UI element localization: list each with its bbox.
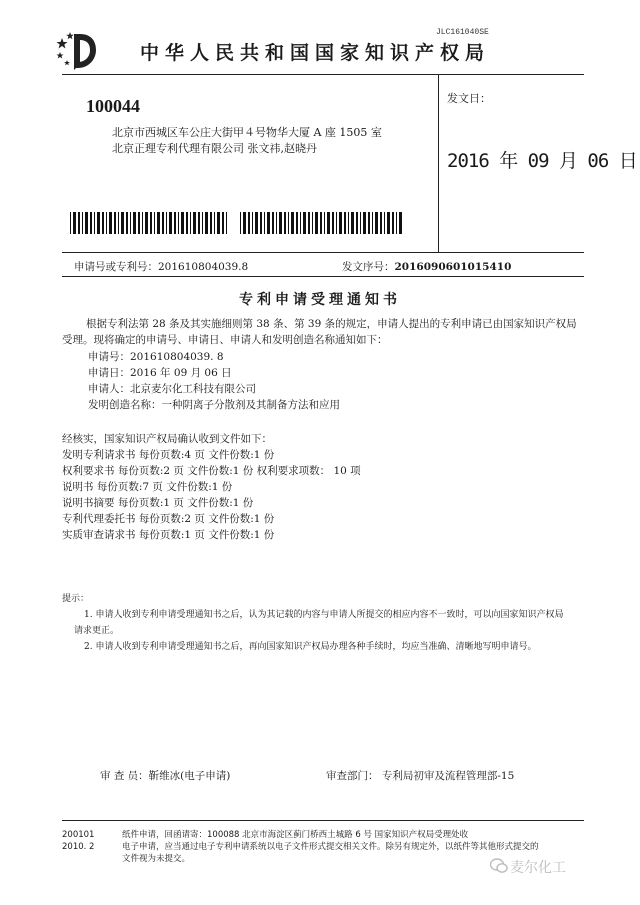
barcode-bar [226, 212, 227, 234]
applicant-line: 申请人：北京麦尔化工科技有限公司 [88, 383, 256, 395]
barcode-bar [214, 212, 215, 234]
barcode-bar [324, 212, 325, 234]
barcode-bar [154, 212, 155, 234]
address-line-1: 北京市西城区车公庄大街甲４号物华大厦 A 座 1505 室 [112, 126, 382, 139]
header-rule [62, 74, 584, 75]
barcode-bar [193, 212, 196, 234]
barcode-bar [348, 212, 349, 234]
barcode-bar [178, 212, 179, 234]
barcode-bar [217, 212, 220, 234]
barcode-bar [240, 212, 241, 234]
application-number-label: 申请号或专利号： [74, 261, 158, 273]
document-item: 说明书 每份页数:7 页 文件份数:1 份 [62, 481, 233, 493]
barcode-bar [332, 212, 334, 234]
form-version: 2010. 2 [62, 842, 95, 852]
postcode: 100044 [86, 96, 140, 116]
barcode-bar [356, 212, 358, 234]
barcode-bar [138, 212, 140, 234]
note-2: 2. 申请人收到专利申请受理通知书之后，再向国家知识产权局办理各种手续时，均应当准确、清晰地写明申请号。 [84, 642, 537, 652]
barcode-bar [190, 212, 191, 234]
barcode-bar [368, 212, 370, 234]
notes-heading: 提示： [62, 594, 90, 604]
application-number-line: 申请号：201610804039. 8 [88, 351, 224, 363]
barcode-bar [363, 212, 366, 234]
barcode-bar [186, 212, 188, 234]
barcode-bar [126, 212, 128, 234]
barcode-bar [162, 212, 164, 234]
watermark-text: 麦尔化工 [510, 860, 566, 876]
barcode-bar [97, 212, 100, 234]
address-line-2: 北京正理专利代理有限公司 张文祎,赵晓丹 [112, 142, 317, 155]
intro-paragraph: 根据专利法第 28 条及其实施细则第 38 条、第 39 条的规定，申请人提出的专利申请已由国家知识产权局受理。现将确定的申请号、申请日、申请人和发明创造名称通知如下： [62, 318, 577, 346]
barcode-bar [73, 212, 76, 234]
barcode-bar [288, 212, 289, 234]
barcode-bar [106, 212, 107, 234]
document-item: 说明书摘要 每份页数:1 页 文件份数:1 份 [62, 497, 254, 509]
form-code: 200101 [62, 830, 95, 840]
office-name: 中华人民共和国国家知识产权局 [140, 42, 491, 64]
barcode-bar [78, 212, 80, 234]
barcode-bar [392, 212, 394, 234]
barcode-bar [284, 212, 286, 234]
barcode-bar [114, 212, 116, 234]
barcode-bar [174, 212, 176, 234]
serial-number-label: 发文序号： [342, 261, 395, 273]
barcode-bar [384, 212, 385, 234]
wechat-icon [490, 858, 508, 874]
footer-electronic-instructions-continued: 文件视为未提交。 [122, 854, 191, 864]
note-1-continued: 请求更正。 [74, 626, 120, 636]
barcode-bar [339, 212, 342, 234]
barcode-bar [198, 212, 200, 234]
document-code: JLC161040SE [436, 28, 489, 37]
barcode-bar [260, 212, 262, 234]
barcode-bar [360, 212, 361, 234]
document-item: 专利代理委托书 每份页数:2 页 文件份数:1 份 [62, 513, 275, 525]
barcode-bar [142, 212, 143, 234]
barcode-bar [279, 212, 282, 234]
examiner: 审 查 员：靳维冰(电子申请) [100, 770, 231, 782]
barcode-bar [372, 212, 373, 234]
barcode-bar [145, 212, 148, 234]
serial-number-row [342, 259, 511, 274]
barcode-bar [375, 212, 378, 234]
barcode-bar [300, 212, 301, 234]
barcode-bar [205, 212, 208, 234]
barcode-left [70, 212, 230, 234]
barcode-bar [130, 212, 131, 234]
barcode-bar [202, 212, 203, 234]
issue-date: 2016 年 09 月 06 日 [447, 150, 637, 172]
documents-heading: 经核实，国家知识产权局确认收到文件如下： [62, 433, 272, 445]
barcode-bar [94, 212, 95, 234]
barcode-bar [109, 212, 112, 234]
barcode-bar [133, 212, 136, 234]
barcode-right [240, 212, 406, 234]
barcode-bar [308, 212, 310, 234]
footer-paper-instructions: 纸件申请，回函请寄：100088 北京市海淀区蓟门桥西土城路 6 号 国家知识产权局受理处收 [122, 830, 469, 840]
barcode-bar [399, 212, 402, 234]
barcode-bar [272, 212, 274, 234]
barcode-bar [82, 212, 83, 234]
application-date-line: 申请日：2016 年 09 月 06 日 [88, 367, 232, 379]
notice-title: 专利申请受理通知书 [239, 292, 401, 308]
barcode-bar [267, 212, 270, 234]
barcode-bar [315, 212, 318, 234]
cnipa-logo-icon [54, 28, 98, 72]
barcode-bar [327, 212, 330, 234]
application-number: 201610804039.8 [158, 261, 249, 273]
barcode-bar [351, 212, 354, 234]
barcode-bar [102, 212, 104, 234]
address-block-rule [62, 252, 584, 253]
barcode-bar [150, 212, 152, 234]
barcode-bar [118, 212, 119, 234]
note-1: 1. 申请人收到专利申请受理通知书之后，认为其记载的内容与申请人所提交的相应内容不一致时，可以向国家知识产权局 [84, 610, 564, 620]
barcode-bar [210, 212, 212, 234]
document-item: 发明专利请求书 每份页数:4 页 文件份数:1 份 [62, 449, 275, 461]
barcode-bar [70, 212, 71, 234]
barcode-bar [255, 212, 258, 234]
serial-number: 2016090601015410 [394, 261, 512, 273]
reference-rule [62, 276, 584, 277]
barcode-bar [380, 212, 382, 234]
barcode-bar [276, 212, 277, 234]
barcode-bar [181, 212, 184, 234]
barcode-bar [243, 212, 246, 234]
barcode-bar [157, 212, 160, 234]
examining-department: 审查部门： 专利局初审及流程管理部-15 [326, 770, 515, 782]
barcode-bar [252, 212, 253, 234]
barcode-bar [121, 212, 124, 234]
barcode-bar [169, 212, 172, 234]
barcode-bar [344, 212, 346, 234]
document-item: 实质审查请求书 每份页数:1 页 文件份数:1 份 [62, 529, 275, 541]
barcode-bar [222, 212, 224, 234]
barcode-bar [312, 212, 313, 234]
barcode-bar [387, 212, 390, 234]
barcode-bar [296, 212, 298, 234]
barcode-bar [396, 212, 397, 234]
application-number-row [74, 259, 248, 274]
invention-title-line: 发明创造名称：一种阴离子分散剂及其制备方法和应用 [88, 399, 340, 411]
barcode-bar [291, 212, 294, 234]
barcode-bar [264, 212, 265, 234]
barcode-bar [166, 212, 167, 234]
barcode-bar [248, 212, 250, 234]
issue-date-label: 发文日： [447, 92, 491, 105]
barcode-bar [320, 212, 322, 234]
barcode-bar [85, 212, 88, 234]
document-item: 权利要求书 每份页数:2 页 文件份数:1 份 权利要求项数： 10 项 [62, 465, 361, 477]
barcode-bar [336, 212, 337, 234]
barcode-bar [303, 212, 306, 234]
footer-rule [62, 820, 584, 821]
barcode-bar [90, 212, 92, 234]
footer-electronic-instructions: 电子申请，应当通过电子专利申请系统以电子文件形式提交相关文件。除另有规定外，以纸件等其他形式提交的 [122, 842, 539, 852]
header-divider [438, 74, 439, 252]
